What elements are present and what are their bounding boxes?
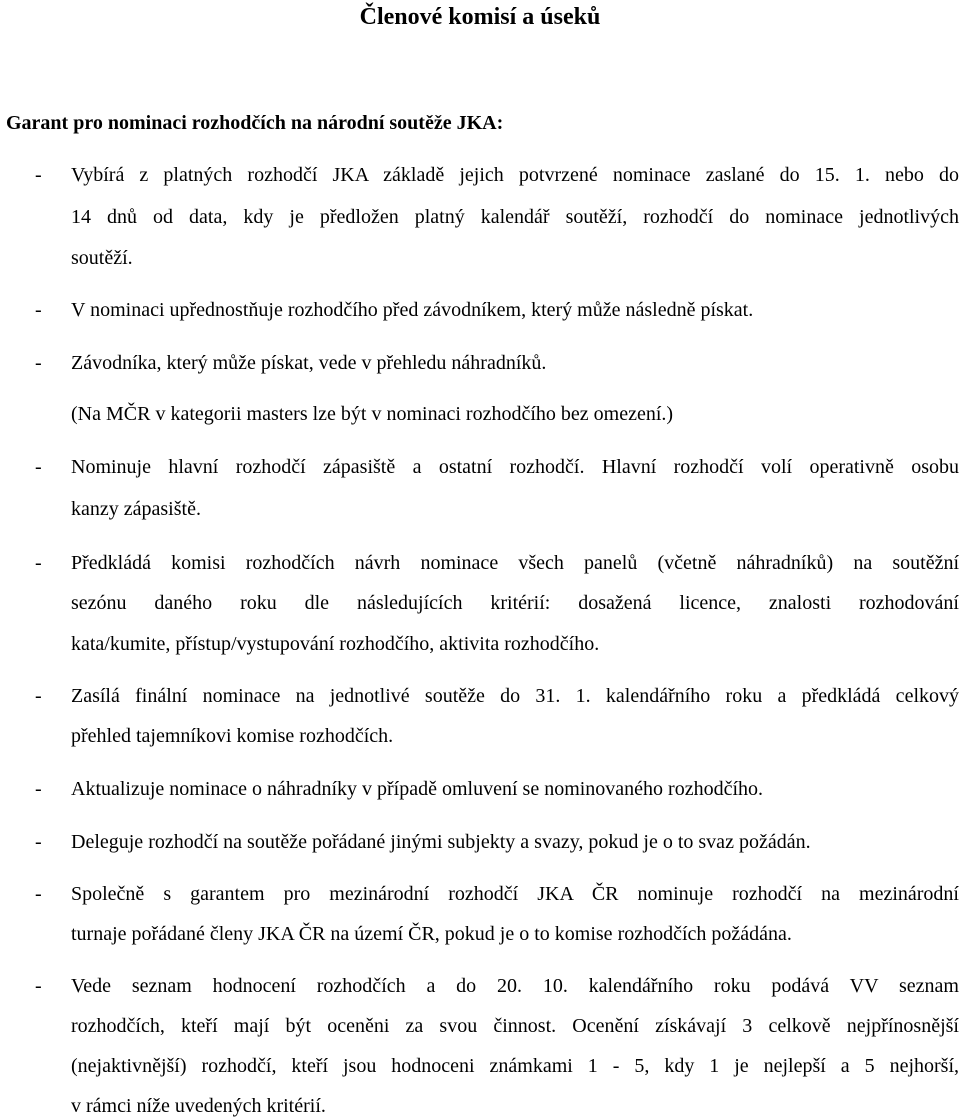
- bullet-dash: -: [35, 778, 42, 800]
- item-text-line: Zasílá finální nominace na jednotlivé soutěže do 31. 1. kalendářního roku a předkládá celkový: [71, 685, 959, 707]
- item-text-line: Deleguje rozhodčí na soutěže pořádané jinými subjekty a svazy, pokud je o to svaz požádán.: [71, 831, 811, 853]
- item-text-line: Závodníka, který může pískat, vede v přehledu náhradníků.: [71, 352, 547, 374]
- item-text-line: kanzy zápasiště.: [71, 498, 201, 520]
- item-text-line: kata/kumite, přístup/vystupování rozhodčího, aktivita rozhodčího.: [71, 633, 600, 655]
- note-text: (Na MČR v kategorii masters lze být v nominaci rozhodčího bez omezení.): [71, 403, 674, 425]
- bullet-dash: -: [35, 299, 42, 321]
- item-text-line: rozhodčích, kteří mají být oceněni za svou činnost. Ocenění získávají 3 celkově nejpřínosnější: [71, 1015, 959, 1037]
- item-text-line: sezónu daného roku dle následujících kritérií: dosažená licence, znalosti rozhodování: [71, 592, 959, 614]
- item-text-line: Společně s garantem pro mezinárodní rozhodčí JKA ČR nominuje rozhodčí na mezinárodní: [71, 883, 959, 905]
- item-text-line: Vybírá z platných rozhodčí JKA základě jejich potvrzené nominace zaslané do 15. 1. nebo do: [71, 164, 959, 186]
- item-text-line: (nejaktivnější) rozhodčí, kteří jsou hodnoceni známkami 1 - 5, kdy 1 je nejlepší a 5 nejhorší,: [71, 1055, 959, 1077]
- item-text-line: V nominaci upřednostňuje rozhodčího před závodníkem, který může následně pískat.: [71, 299, 754, 321]
- item-text-line: 14 dnů od data, kdy je předložen platný kalendář soutěží, rozhodčí do nominace jednotlivých: [71, 206, 959, 228]
- item-text-line: Aktualizuje nominace o náhradníky v případě omluvení se nominovaného rozhodčího.: [71, 778, 764, 800]
- item-text-line: přehled tajemníkovi komise rozhodčích.: [71, 725, 394, 747]
- bullet-dash: -: [35, 685, 42, 707]
- bullet-dash: -: [35, 352, 42, 374]
- bullet-dash: -: [35, 456, 42, 478]
- bullet-dash: -: [35, 883, 42, 905]
- bullet-dash: -: [35, 975, 42, 997]
- item-text-line: Vede seznam hodnocení rozhodčích a do 20. 10. kalendářního roku podává VV seznam: [71, 975, 959, 997]
- page-title: Členové komisí a úseků: [359, 4, 601, 30]
- item-text-line: turnaje pořádané členy JKA ČR na území ČR, pokud je o to komise rozhodčích požádána.: [71, 923, 792, 945]
- bullet-dash: -: [35, 164, 42, 186]
- bullet-dash: -: [35, 831, 42, 853]
- item-text-line: Nominuje hlavní rozhodčí zápasiště a ostatní rozhodčí. Hlavní rozhodčí volí operativně osobu: [71, 456, 959, 478]
- item-text-line: v rámci níže uvedených kritérií.: [71, 1095, 326, 1117]
- item-text-line: Předkládá komisi rozhodčích návrh nominace všech panelů (včetně náhradníků) na soutěžní: [71, 552, 959, 574]
- item-text-line: soutěží.: [71, 247, 133, 269]
- section-heading: Garant pro nominaci rozhodčích na národní soutěže JKA:: [6, 112, 504, 134]
- bullet-dash: -: [35, 552, 42, 574]
